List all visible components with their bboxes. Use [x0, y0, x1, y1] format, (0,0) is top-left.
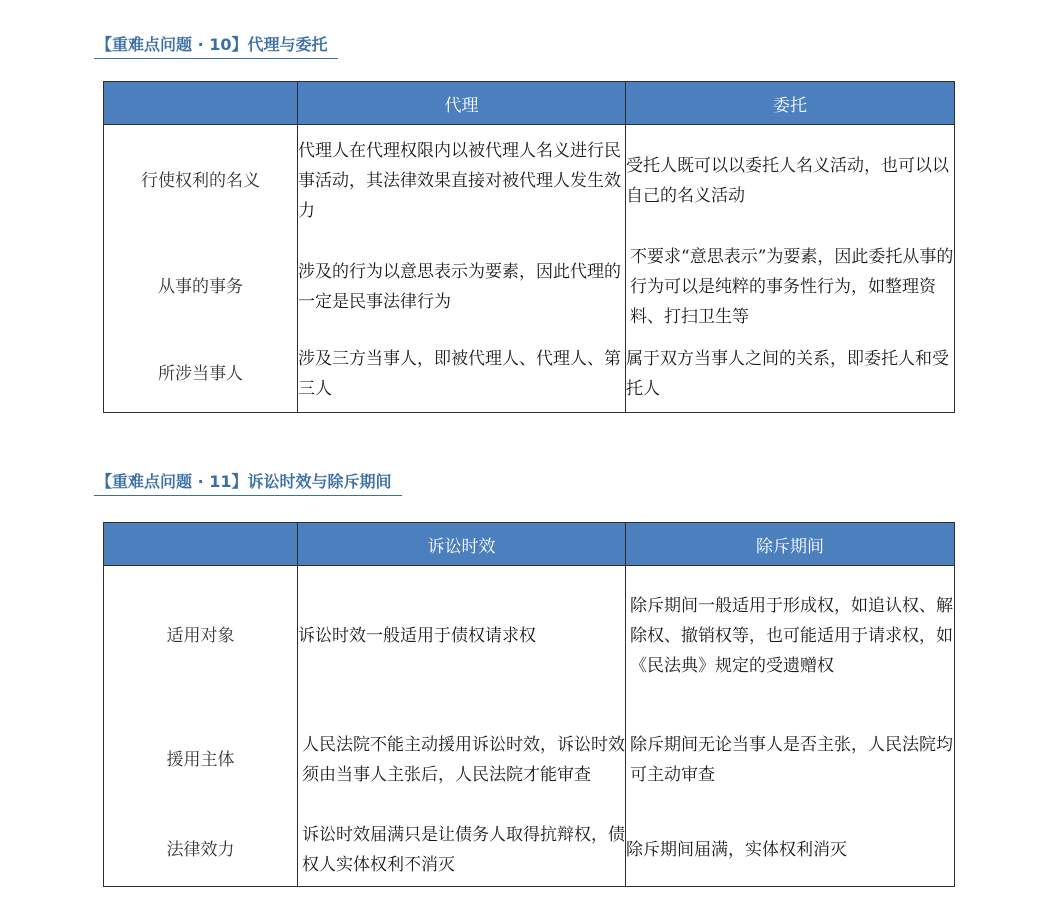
table-row	[104, 125, 955, 237]
row-label: 援用主体	[104, 706, 298, 814]
agency-cell: 涉及的行为以意思表示为要素，因此代理的一定是民事法律行为	[298, 237, 626, 337]
header-entrustment: 委托	[626, 82, 955, 125]
table-row	[104, 814, 955, 887]
header-empty-cell	[104, 82, 298, 125]
entrustment-cell: 不要求“意思表示”为要素，因此委托从事的行为可以是纯粹的事务性行为，如整理资料、打扫卫生等	[626, 237, 955, 337]
table-row	[104, 566, 955, 706]
row-label: 行使权利的名义	[104, 125, 298, 237]
entrustment-cell: 受托人既可以以委托人名义活动，也可以以自己的名义活动	[626, 125, 955, 237]
header-exclusion: 除斥期间	[626, 523, 955, 566]
row-label: 所涉当事人	[104, 337, 298, 413]
exclusion-cell: 除斥期间届满，实体权利消灭	[626, 814, 955, 887]
table-limitation-vs-exclusion	[103, 522, 955, 887]
exclusion-cell: 除斥期间无论当事人是否主张，人民法院均可主动审查	[626, 706, 955, 814]
row-label: 法律效力	[104, 814, 298, 887]
limitation-cell: 诉讼时效届满只是让债务人取得抗辩权，债权人实体权利不消灭	[298, 814, 626, 887]
table-header-row	[104, 82, 955, 125]
row-label: 适用对象	[104, 566, 298, 706]
exclusion-cell: 除斥期间一般适用于形成权，如追认权、解除权、撤销权等，也可能适用于请求权，如《民法典》规定的受遗赠权	[626, 566, 955, 706]
header-limitation: 诉讼时效	[298, 523, 626, 566]
agency-cell: 代理人在代理权限内以被代理人名义进行民事活动，其法律效果直接对被代理人发生效力	[298, 125, 626, 237]
row-label: 从事的事务	[104, 237, 298, 337]
header-empty-cell	[104, 523, 298, 566]
entrustment-cell: 属于双方当事人之间的关系，即委托人和受托人	[626, 337, 955, 413]
limitation-cell: 人民法院不能主动援用诉讼时效，诉讼时效须由当事人主张后，人民法院才能审查	[298, 706, 626, 814]
section-heading-10: 【重难点问题 · 10】代理与委托	[94, 32, 338, 59]
table-row	[104, 706, 955, 814]
agency-cell: 涉及三方当事人，即被代理人、代理人、第三人	[298, 337, 626, 413]
table-header-row	[104, 523, 955, 566]
table-row	[104, 337, 955, 413]
header-agency: 代理	[298, 82, 626, 125]
limitation-cell: 诉讼时效一般适用于债权请求权	[298, 566, 626, 706]
table-agency-vs-entrustment	[103, 81, 955, 413]
table-row	[104, 237, 955, 337]
section-heading-11: 【重难点问题 · 11】诉讼时效与除斥期间	[94, 469, 402, 496]
